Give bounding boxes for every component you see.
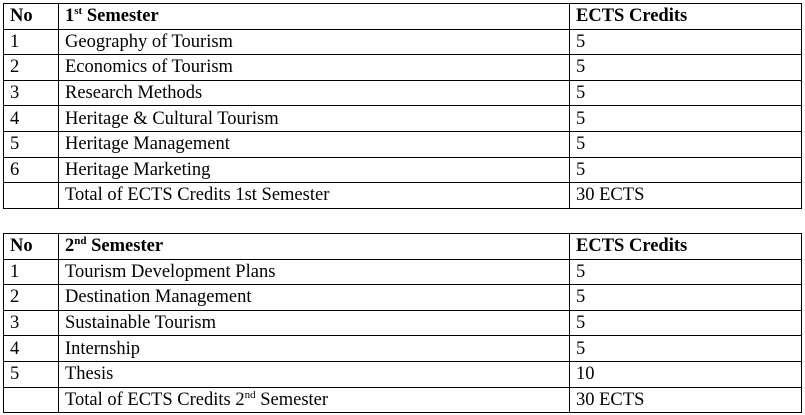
total-label: Total of ECTS Credits 1st Semester bbox=[59, 183, 570, 209]
table-row bbox=[4, 106, 802, 132]
table-header-row bbox=[4, 234, 802, 260]
row-course: Thesis bbox=[59, 361, 570, 387]
row-course: Heritage Marketing bbox=[59, 157, 570, 183]
row-credits: 5 bbox=[570, 55, 802, 81]
semester-ordinal-suffix: st bbox=[74, 5, 83, 18]
row-course: Heritage Management bbox=[59, 131, 570, 157]
total-label-sup: nd bbox=[244, 388, 256, 401]
table-row bbox=[4, 285, 802, 311]
row-credits: 5 bbox=[570, 310, 802, 336]
row-credits: 5 bbox=[570, 80, 802, 106]
table-row bbox=[4, 131, 802, 157]
col-header-no: No bbox=[4, 4, 59, 30]
total-label-prefix: Total of ECTS Credits 2 bbox=[65, 389, 245, 410]
row-credits: 10 bbox=[570, 361, 802, 387]
table-header-row bbox=[4, 4, 802, 30]
table-row bbox=[4, 80, 802, 106]
table-row bbox=[4, 29, 802, 55]
row-course: Internship bbox=[59, 336, 570, 362]
table-row bbox=[4, 361, 802, 387]
row-no: 5 bbox=[4, 131, 59, 157]
semester-ordinal-number: 1 bbox=[65, 6, 75, 27]
table-row bbox=[4, 259, 802, 285]
table-row bbox=[4, 157, 802, 183]
row-no: 4 bbox=[4, 106, 59, 132]
row-no: 6 bbox=[4, 157, 59, 183]
total-label bbox=[59, 387, 570, 413]
row-credits: 5 bbox=[570, 29, 802, 55]
semester-word: Semester bbox=[91, 236, 164, 257]
col-header-credits: ECTS Credits bbox=[570, 4, 802, 30]
row-course: Economics of Tourism bbox=[59, 55, 570, 81]
row-course: Heritage & Cultural Tourism bbox=[59, 106, 570, 132]
row-no: 2 bbox=[4, 55, 59, 81]
total-no-empty bbox=[4, 387, 59, 413]
row-credits: 5 bbox=[570, 106, 802, 132]
total-row bbox=[4, 387, 802, 413]
row-course: Geography of Tourism bbox=[59, 29, 570, 55]
col-header-no: No bbox=[4, 234, 59, 260]
table-row bbox=[4, 336, 802, 362]
row-no: 5 bbox=[4, 361, 59, 387]
row-no: 3 bbox=[4, 310, 59, 336]
row-credits: 5 bbox=[570, 336, 802, 362]
row-no: 2 bbox=[4, 285, 59, 311]
row-no: 4 bbox=[4, 336, 59, 362]
row-course: Destination Management bbox=[59, 285, 570, 311]
row-course: Research Methods bbox=[59, 80, 570, 106]
semester-ordinal-number: 2 bbox=[65, 236, 75, 257]
semester-2-table bbox=[3, 233, 802, 413]
row-no: 1 bbox=[4, 29, 59, 55]
table-row bbox=[4, 55, 802, 81]
total-credits: 30 ECTS bbox=[570, 183, 802, 209]
col-header-semester bbox=[59, 234, 570, 260]
total-no-empty bbox=[4, 183, 59, 209]
total-label-suffix: Semester bbox=[260, 389, 329, 410]
semester-1-table bbox=[3, 3, 802, 209]
table-row bbox=[4, 310, 802, 336]
row-course: Tourism Development Plans bbox=[59, 259, 570, 285]
col-header-semester bbox=[59, 4, 570, 30]
total-row bbox=[4, 183, 802, 209]
row-credits: 5 bbox=[570, 259, 802, 285]
row-credits: 5 bbox=[570, 131, 802, 157]
row-no: 3 bbox=[4, 80, 59, 106]
col-header-credits: ECTS Credits bbox=[570, 234, 802, 260]
row-no: 1 bbox=[4, 259, 59, 285]
total-credits: 30 ECTS bbox=[570, 387, 802, 413]
row-credits: 5 bbox=[570, 157, 802, 183]
row-course: Sustainable Tourism bbox=[59, 310, 570, 336]
semester-ordinal-suffix: nd bbox=[74, 235, 87, 248]
semester-word: Semester bbox=[86, 6, 159, 27]
row-credits: 5 bbox=[570, 285, 802, 311]
